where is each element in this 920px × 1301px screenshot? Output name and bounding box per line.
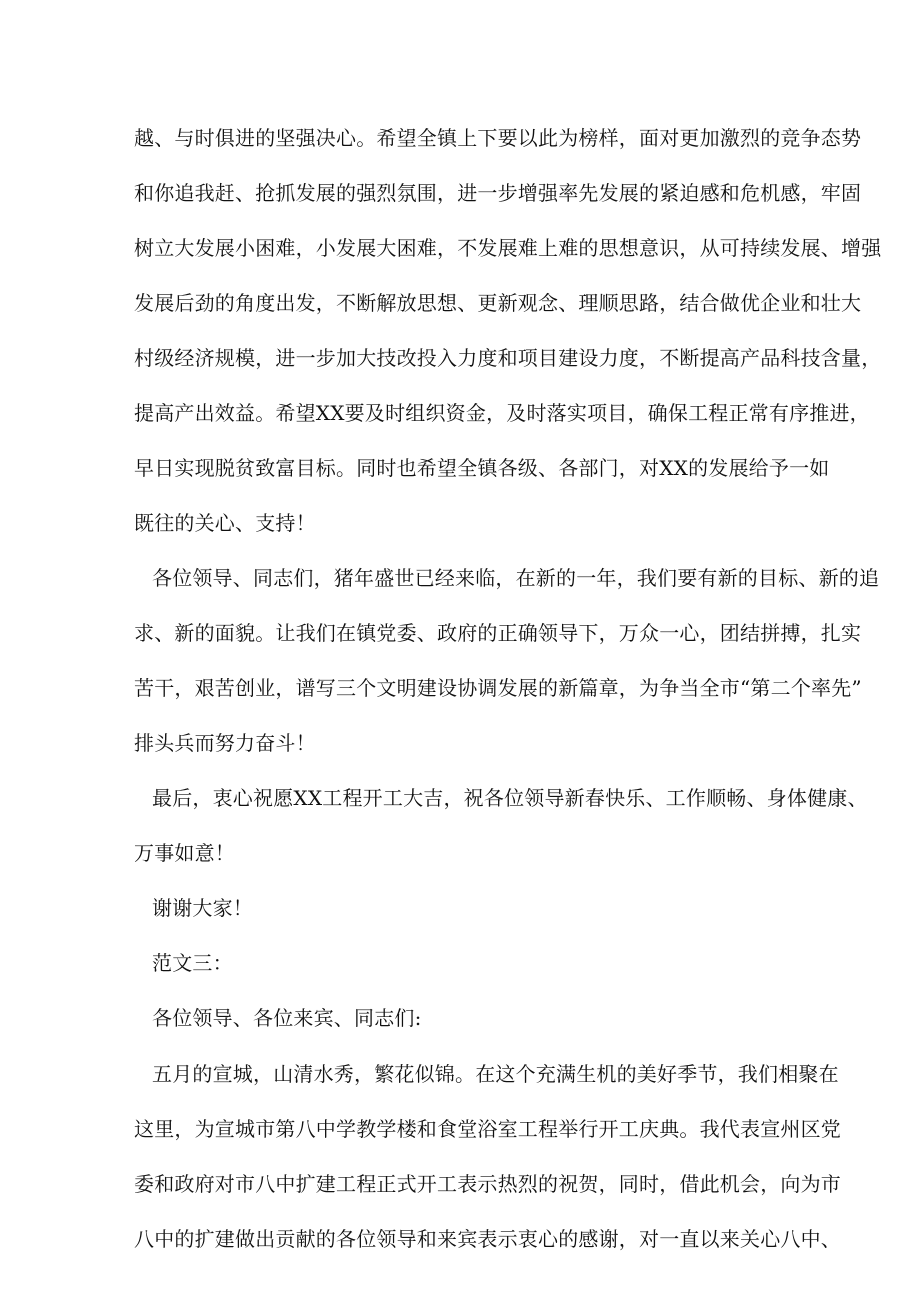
text-line: 发展后劲的角度出发，不断解放思想、更新观念、理顺思路，结合做优企业和壮大 (134, 291, 862, 315)
text-line: 既往的关心、支持！ (134, 511, 316, 535)
text-line: 和你追我赶、抢抓发展的强烈氛围，进一步增强率先发展的紧迫感和危机感，牢固 (134, 181, 862, 205)
paragraph-first-line: 五月的宣城，山清水秀，繁花似锦。在这个充满生机的美好季节，我们相聚在 (152, 1062, 839, 1086)
text-line: 求、新的面貌。让我们在镇党委、政府的正确领导下，万众一心，团结拼搏，扎实 (134, 621, 862, 645)
text-line: 万事如意！ (134, 841, 235, 865)
salutation: 各位领导、各位来宾、同志们: (152, 1006, 422, 1030)
text-line: 村级经济规模，进一步加大技改投入力度和项目建设力度，不断提高产品科技含量， (134, 346, 882, 370)
text-line: 越、与时俱进的坚强决心。希望全镇上下要以此为榜样，面对更加激烈的竞争态势 (134, 126, 862, 150)
paragraph-first-line: 各位领导、同志们，猪年盛世已经来临，在新的一年，我们要有新的目标、新的追 (152, 566, 880, 590)
text-line: 八中的扩建做出贡献的各位领导和来宾表示衷心的感谢，对一直以来关心八中、 (134, 1227, 841, 1251)
text-line: 早日实现脱贫致富目标。同时也希望全镇各级、各部门，对XX的发展给予一如 (134, 456, 830, 480)
paragraph-first-line: 最后，衷心祝愿XX工程开工大吉，祝各位领导新春快乐、工作顺畅、身体健康、 (152, 786, 868, 810)
text-line: 苦干，艰苦创业，谱写三个文明建设协调发展的新篇章，为争当全市“第二个率先” (134, 676, 862, 700)
section-heading: 范文三： (152, 951, 233, 975)
text-line: 排头兵而努力奋斗！ (134, 731, 316, 755)
text-line: 这里，为宣城市第八中学教学楼和食堂浴室工程举行开工庆典。我代表宣州区党 (134, 1117, 841, 1141)
closing-thanks: 谢谢大家！ (152, 896, 253, 920)
text-line: 提高产出效益。希望XX要及时组织资金，及时落实项目，确保工程正常有序推进， (134, 401, 870, 425)
text-line: 树立大发展小困难，小发展大困难，不发展难上难的思想意识，从可持续发展、增强 (134, 236, 882, 260)
text-line: 委和政府对市八中扩建工程正式开工表示热烈的祝贺，同时，借此机会，向为市 (134, 1172, 841, 1196)
